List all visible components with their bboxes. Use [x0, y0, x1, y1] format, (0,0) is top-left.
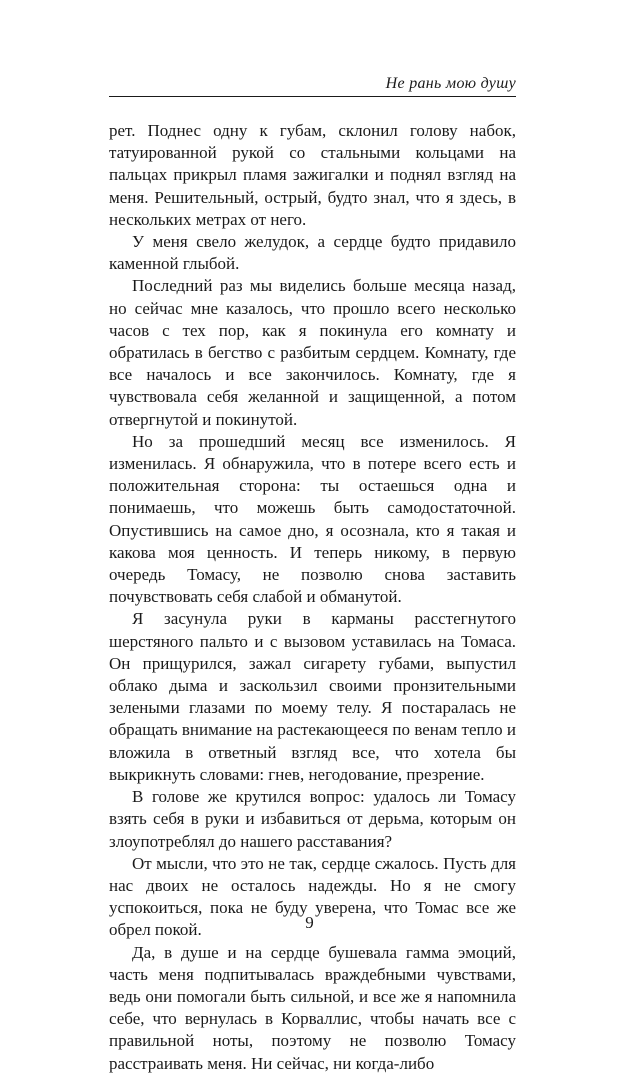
- header-rule: [109, 96, 516, 97]
- paragraph-7: От мысли, что это не так, сердце сжалось. Пусть для нас двоих не осталось надежды. Но я не смогу успокоиться, пока не буду уверена, что Томас все же обрел покой.: [109, 853, 516, 940]
- paragraph-2: У меня свело желудок, а сердце будто придавило каменной глыбой.: [109, 232, 516, 274]
- running-title: Не рань мою душу: [385, 75, 516, 92]
- paragraph-6: В голове же крутился вопрос: удалось ли Томасу взять себя в руки и избавиться от дерьма, которым он злоупотреблял до нашего расставания?: [109, 787, 516, 851]
- paragraph-4: Но за прошедший месяц все изменилось. Я изменилась. Я обнаружила, что в потере всего есть и положительная сторона: ты остаешься одна и понимаешь, что можешь быть самодостаточной. Опустившись на самое дно, я осознала, кто я такая и какова моя ценность. И теперь никому, в первую очередь Томасу, не позволю снова заставить почувствовать себя слабой и обманутой.: [109, 431, 516, 607]
- paragraph-8: Да, в душе и на сердце бушевала гамма эмоций, часть меня подпитывалась враждебными чувствами, ведь они помогали быть сильной, и все же я напомнила себе, что вернулась в Корваллис, чтобы начать все с правильной ноты, поэтому не позволю Томасу расстраивать меня. Ни сейчас, ни когда-либо: [109, 942, 516, 1073]
- paragraph-3: Последний раз мы виделись больше месяца назад, но сейчас мне казалось, что прошло всего несколько часов с тех пор, как я покинула его комнату и обратилась в бегство с разбитым сердцем. Комнату, где все началось и все закончилось. Комнату, где я чувствовала себя желанной и защищенной, а потом отвергнутой и покинутой.: [109, 276, 516, 429]
- running-header: [109, 74, 516, 96]
- paragraph-5: Я засунула руки в карманы расстегнутого шерстяного пальто и с вызовом уставилась на Томаса. Он прищурился, зажал сигарету губами, выпустил облако дыма и заскользил своими пронзительными зелеными глазами по моему телу. Я постаралась не обращать внимание на растекающееся по венам тепло и вложила в ответный взгляд все, что хотела бы выкрикнуть словами: гнев, негодование, презрение.: [109, 609, 516, 784]
- page-number: 9: [305, 913, 314, 932]
- paragraph-1: рет. Поднес одну к губам, склонил голову набок, татуированной рукой со стальными кольцами на пальцах прикрыл пламя зажигалки и поднял взгляд на меня. Решительный, острый, будто знал, что я здесь, в нескольких метрах от него.: [109, 121, 516, 229]
